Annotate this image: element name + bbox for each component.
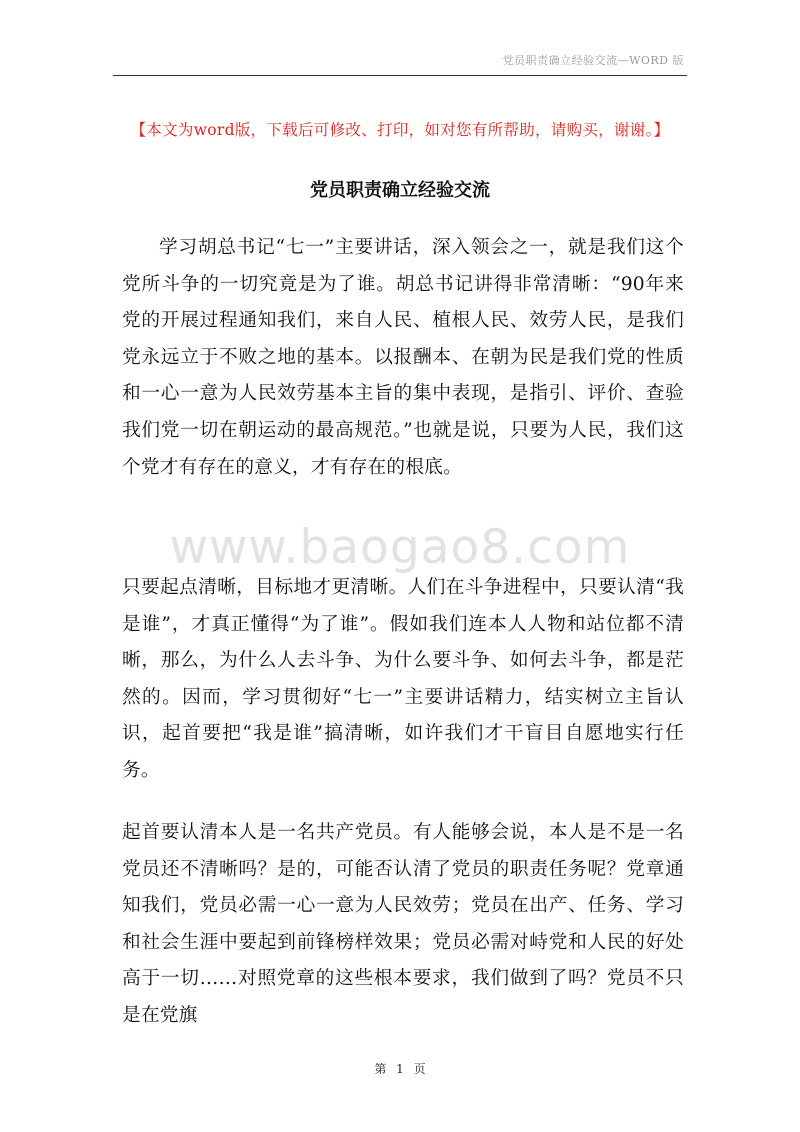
paragraph-2: 只要起点清晰，目标地才更清晰。人们在斗争进程中，只要认清“我是谁”，才真正懂得“为了谁”。假如我们连本人人物和站位都不清晰，那么，为什么人去斗争、为什么要斗争、如何去斗争，都是茫然的。因而，学习贯彻好“七一”主要讲话精力，结实树立主旨认识，起首要把“我是谁”搞清晰，如许我们才干盲目自愿地实行任务。: [122, 577, 684, 781]
page-footer: [0, 1060, 800, 1077]
paragraph-3: 起首要认清本人是一名共产党员。有人能够会说，本人是不是一名党员还不清晰吗？是的，可能否认清了党员的职责任务呢？党章通知我们，党员必需一心一意为人民效劳；党员在出产、任务、学习和社会生涯中要起到前锋榜样效果；党员必需对峙党和人民的好处高于一切……对照党章的这些根本要求，我们做到了吗？党员不只是在党旗: [122, 822, 684, 1026]
footer-suffix: 页: [413, 1062, 426, 1076]
document-title: 党员职责确立经验交流: [310, 180, 490, 201]
running-header: 党员职责确立经验交流—WORD 版: [502, 54, 684, 67]
purchase-notice: 【本文为word版，下载后可修改、打印，如对您有所帮助，请购买，谢谢。】: [130, 121, 670, 139]
header-divider: [113, 75, 687, 76]
footer-prefix: 第: [374, 1062, 387, 1076]
paragraph-1: 学习胡总书记“七一”主要讲话，深入领会之一，就是我们这个党所斗争的一切究竟是为了谁。胡总书记讲得非常清晰：“90年来党的开展过程通知我们，来自人民、植根人民、效劳人民，是我们党永远立于不败之地的基本。以报酬本、在朝为民是我们党的性质和一心一意为人民效劳基本主旨的集中表现，是指引、评价、查验我们党一切在朝运动的最高规范。”也就是说，只要为人民，我们这个党才有存在的意义，才有存在的根底。: [122, 237, 684, 478]
watermark: www.baogao8.com: [169, 520, 631, 575]
page-number: 1: [396, 1062, 404, 1076]
